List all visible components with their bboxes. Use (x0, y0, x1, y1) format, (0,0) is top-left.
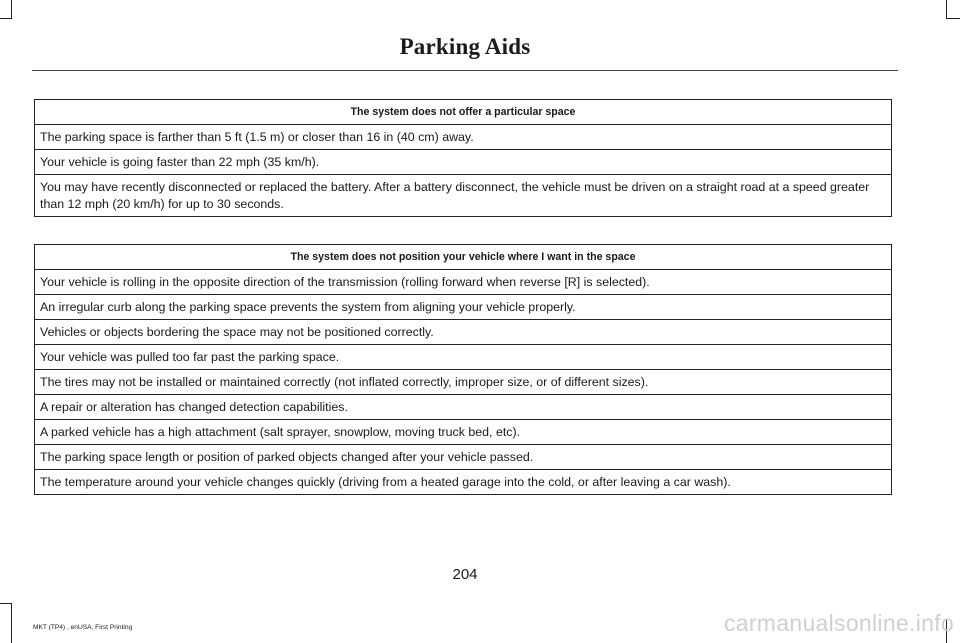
table-row (35, 420, 892, 445)
table-cell: The temperature around your vehicle changes quickly (driving from a heated garage into the cold, or after leaving a car wash). (35, 470, 892, 495)
table-row (35, 470, 892, 495)
crop-mark-bottom-left-h (0, 603, 12, 604)
table-no-space-offered (34, 99, 892, 217)
table-row (35, 320, 892, 345)
page-title: Parking Aids (399, 34, 531, 59)
page-number: 204 (452, 566, 478, 583)
table-heading: The system does not offer a particular space (35, 100, 892, 125)
crop-mark-top-right-h (946, 18, 960, 19)
crop-mark-top-left-v (11, 0, 12, 18)
table-row (35, 125, 892, 150)
table-row (35, 395, 892, 420)
watermark: carmanualsonline.info (723, 610, 954, 636)
table-row (35, 345, 892, 370)
crop-mark-top-right-v (946, 0, 947, 18)
table-cell: Your vehicle was pulled too far past the parking space. (35, 345, 892, 370)
table-row (35, 175, 892, 217)
table-heading: The system does not position your vehicle where I want in the space (35, 245, 892, 270)
table-cell: Your vehicle is going faster than 22 mph (35 km/h). (35, 150, 892, 175)
table-header-row (35, 100, 892, 125)
table-cell: The parking space length or position of parked objects changed after your vehicle passed. (35, 445, 892, 470)
table-cell: You may have recently disconnected or replaced the battery. After a battery disconnect, the vehicle must be driven on a straight road at a speed greater than 12 mph (20 km/h) for up to 30 seconds. (35, 175, 892, 217)
table-row (35, 295, 892, 320)
table-cell: An irregular curb along the parking space prevents the system from aligning your vehicle properly. (35, 295, 892, 320)
table-incorrect-positioning (34, 244, 892, 495)
table-row (35, 370, 892, 395)
title-divider (32, 70, 898, 71)
crop-mark-bottom-left-v (11, 603, 12, 643)
crop-mark-top-left-h (0, 18, 12, 19)
table-cell: The parking space is farther than 5 ft (1.5 m) or closer than 16 in (40 cm) away. (35, 125, 892, 150)
table-cell: A parked vehicle has a high attachment (salt sprayer, snowplow, moving truck bed, etc). (35, 420, 892, 445)
table-cell: The tires may not be installed or maintained correctly (not inflated correctly, improper size, or of different sizes). (35, 370, 892, 395)
table-row (35, 150, 892, 175)
table-row (35, 445, 892, 470)
table-header-row (35, 245, 892, 270)
edition-footer: MKT (TP4) , enUSA, First Printing (33, 624, 133, 631)
table-row (35, 270, 892, 295)
table-cell: A repair or alteration has changed detection capabilities. (35, 395, 892, 420)
table-cell: Your vehicle is rolling in the opposite direction of the transmission (rolling forward when reverse [R] is selected). (35, 270, 892, 295)
table-cell: Vehicles or objects bordering the space may not be positioned correctly. (35, 320, 892, 345)
